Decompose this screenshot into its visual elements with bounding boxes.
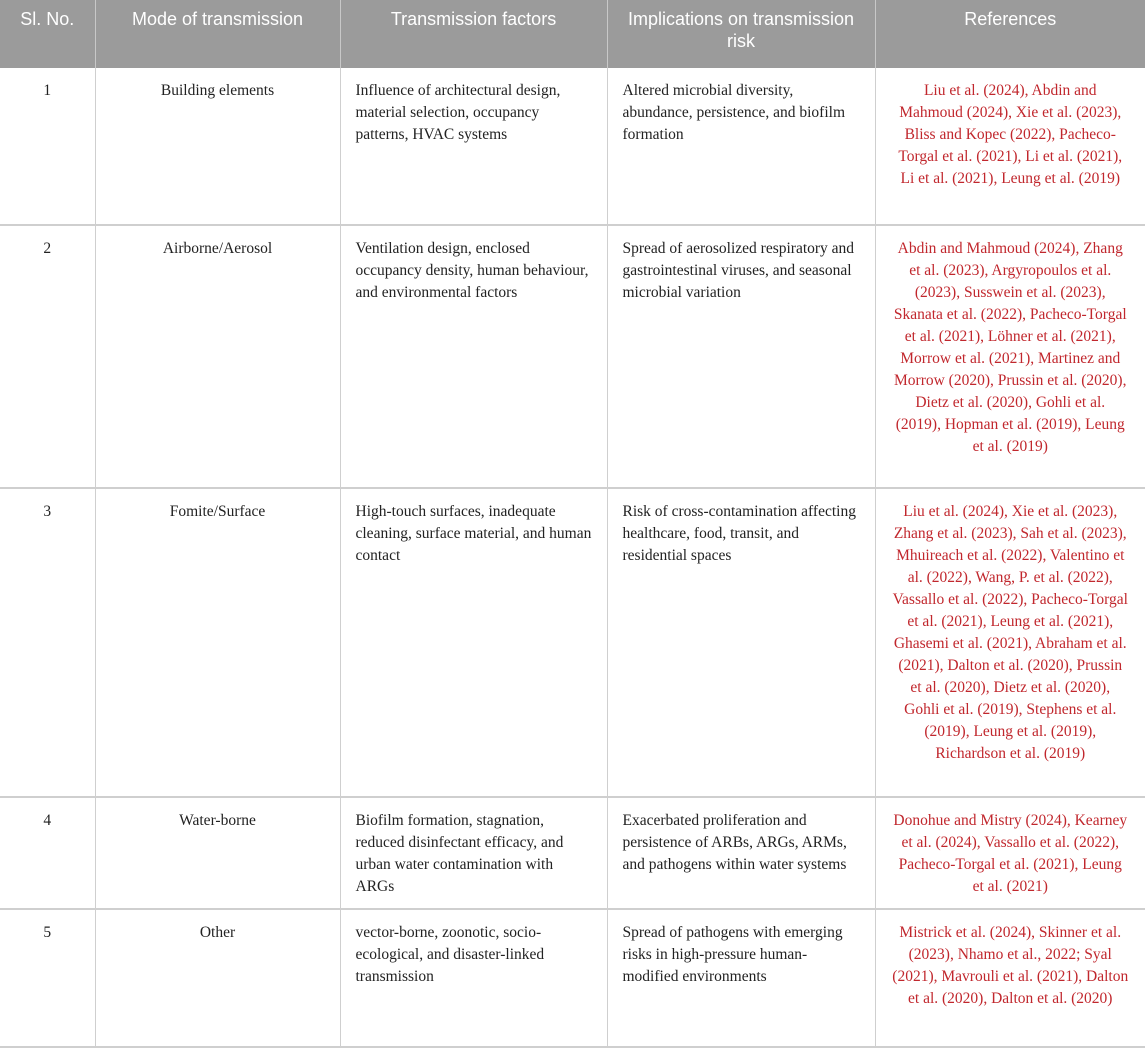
cell-implications: Altered microbial diversity, abundance, persistence, and biofilm formation bbox=[607, 68, 875, 225]
table-row bbox=[0, 909, 1145, 1047]
header-references: References bbox=[875, 0, 1145, 68]
header-sl-no: Sl. No. bbox=[0, 0, 95, 68]
cell-mode: Water-borne bbox=[95, 797, 340, 909]
cell-references bbox=[875, 68, 1145, 225]
cell-references bbox=[875, 797, 1145, 909]
table-row bbox=[0, 225, 1145, 488]
cell-mode: Building elements bbox=[95, 68, 340, 225]
table-row bbox=[0, 68, 1145, 225]
reference-links[interactable]: Donohue and Mistry (2024), Kearney et al. (2024), Vassallo et al. (2022), Pacheco-Torgal et al. (2021), Leung et al. (2021) bbox=[893, 812, 1128, 895]
cell-references bbox=[875, 488, 1145, 797]
cell-no: 3 bbox=[0, 488, 95, 797]
cell-no: 5 bbox=[0, 909, 95, 1047]
cell-implications: Risk of cross-contamination affecting healthcare, food, transit, and residential spaces bbox=[607, 488, 875, 797]
cell-factors: High-touch surfaces, inadequate cleaning, surface material, and human contact bbox=[340, 488, 607, 797]
reference-links[interactable]: Liu et al. (2024), Abdin and Mahmoud (2024), Xie et al. (2023), Bliss and Kopec (2022), Pacheco-Torgal et al. (2021), Li et al. (2021), Li et al. (2021), Leung et al. (2019) bbox=[898, 82, 1123, 187]
cell-references bbox=[875, 225, 1145, 488]
cell-factors: vector-borne, zoonotic, socio-ecological, and disaster-linked transmission bbox=[340, 909, 607, 1047]
cell-factors: Influence of architectural design, material selection, occupancy patterns, HVAC systems bbox=[340, 68, 607, 225]
cell-mode: Other bbox=[95, 909, 340, 1047]
reference-links[interactable]: Mistrick et al. (2024), Skinner et al. (2023), Nhamo et al., 2022; Syal (2021), Mavrouli et al. (2021), Dalton et al. (2020), Dalton et al. (2020) bbox=[892, 924, 1129, 1007]
cell-mode: Airborne/Aerosol bbox=[95, 225, 340, 488]
cell-references bbox=[875, 909, 1145, 1047]
reference-links[interactable]: Liu et al. (2024), Xie et al. (2023), Zhang et al. (2023), Sah et al. (2023), Mhuireach et al. (2022), Valentino et al. (2022), Wang, P. et al. (2022), Vassallo et al. (2022), Pacheco-Torgal et al. (2021), Leung et al. (2021), Ghasemi et al. (2021), Abraham et al. (2021), Dalton et al. (2020), Prussin et al. (2020), Dietz et al. (2020), Gohli et al. (2019), Stephens et al. (2019), Leung et al. (2019), Richardson et al. (2019) bbox=[892, 503, 1128, 762]
cell-mode: Fomite/Surface bbox=[95, 488, 340, 797]
cell-no: 4 bbox=[0, 797, 95, 909]
cell-factors: Ventilation design, enclosed occupancy density, human behaviour, and environmental factors bbox=[340, 225, 607, 488]
header-mode: Mode of transmission bbox=[95, 0, 340, 68]
table-row bbox=[0, 488, 1145, 797]
header-implications: Implications on transmission risk bbox=[607, 0, 875, 68]
cell-factors: Biofilm formation, stagnation, reduced disinfectant efficacy, and urban water contamination with ARGs bbox=[340, 797, 607, 909]
cell-no: 2 bbox=[0, 225, 95, 488]
header-row bbox=[0, 0, 1145, 68]
reference-links[interactable]: Abdin and Mahmoud (2024), Zhang et al. (2023), Argyropoulos et al. (2023), Susswein et al. (2023), Skanata et al. (2022), Pacheco-Torgal et al. (2021), Löhner et al. (2021), Morrow et al. (2021), Martinez and Morrow (2020), Prussin et al. (2020), Dietz et al. (2020), Gohli et al. (2019), Hopman et al. (2019), Leung et al. (2019) bbox=[893, 240, 1127, 455]
table-row bbox=[0, 797, 1145, 909]
cell-implications: Exacerbated proliferation and persistence of ARBs, ARGs, ARMs, and pathogens within water systems bbox=[607, 797, 875, 909]
cell-implications: Spread of pathogens with emerging risks in high-pressure human-modified environments bbox=[607, 909, 875, 1047]
header-factors: Transmission factors bbox=[340, 0, 607, 68]
cell-implications: Spread of aerosolized respiratory and gastrointestinal viruses, and seasonal microbial variation bbox=[607, 225, 875, 488]
cell-no: 1 bbox=[0, 68, 95, 225]
